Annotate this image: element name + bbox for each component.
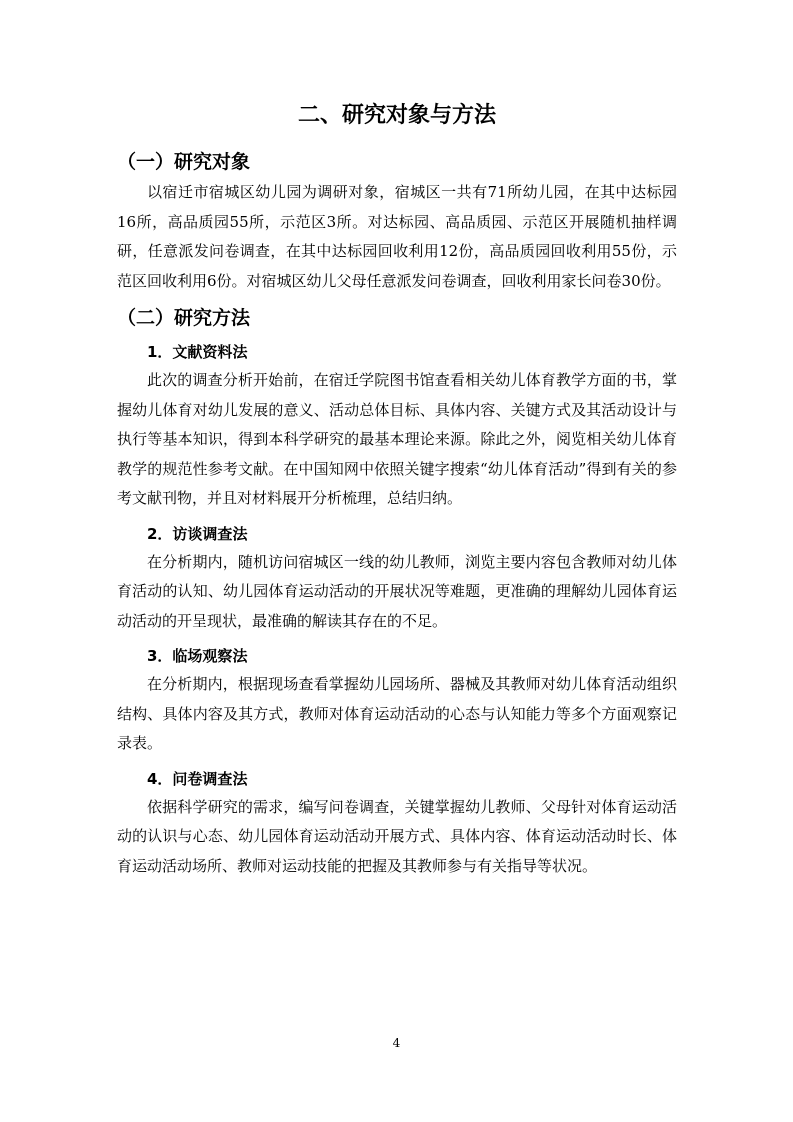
page-title: 二、研究对象与方法 <box>297 103 496 128</box>
paragraph-interview: 在分析期内，随机访问宿城区一线的幼儿教师，浏览主要内容包含教师对幼儿体育活动的认知、幼儿园体育运动活动的开展状况等难题，更准确的理解幼儿园体育运动活动的开呈现状，最准确的解读其存在的不足。 <box>117 552 677 630</box>
paragraph-questionnaire: 依据科学研究的需求，编写问卷调查，关键掌握幼儿教师、父母针对体育运动活动的认识与心态、幼儿园体育运动活动开展方式、具体内容、体育运动活动时长、体育运动活动场所、教师对运动技能的把握及其教师参与有关指导等状况。 <box>117 797 677 875</box>
paragraph-literature: 此次的调查分析开始前，在宿迁学院图书馆查看相关幼儿体育教学方面的书，掌握幼儿体育对幼儿发展的意义、活动总体目标、具体内容、关键方式及其活动设计与执行等基本知识，得到本科学研究的最基本理论来源。除此之外，阅览相关幼儿体育教学的规范性参考文献。在中国知网中依照关键字搜索“幼儿体育活动”得到有关的参考文献刊物，并且对材料展开分析梳理，总结归纳。 <box>117 371 677 507</box>
section-heading-research-object: （一）研究对象 <box>117 151 251 173</box>
section-heading-research-method: （二）研究方法 <box>117 307 251 329</box>
paragraph-observation: 在分析期内，根据现场查看掌握幼儿园场所、器械及其教师对幼儿体育活动组织结构、具体内容及其方式，教师对体育运动活动的心态与认知能力等多个方面观察记录表。 <box>117 675 677 752</box>
method-heading-literature: 1．文献资料法 <box>147 343 248 361</box>
paragraph-research-object: 以宿迁市宿城区幼儿园为调研对象，宿城区一共有71所幼儿园，在其中达标园16所，高品质园55所，示范区3所。对达标园、高品质园、示范区开展随机抽样调研，任意派发问卷调查，在其中达标园回收利用12份，高品质园回收利用55份，示范区回收利用6份。对宿城区幼儿父母任意派发问卷调查，回收利用家长问卷30份。 <box>117 183 677 290</box>
method-heading-questionnaire: 4．问卷调查法 <box>147 769 248 788</box>
method-heading-interview: 2．访谈调查法 <box>147 524 248 543</box>
method-heading-observation: 3．临场观察法 <box>147 647 248 665</box>
page-number: 4 <box>392 1036 401 1050</box>
document-body <box>117 100 677 887</box>
